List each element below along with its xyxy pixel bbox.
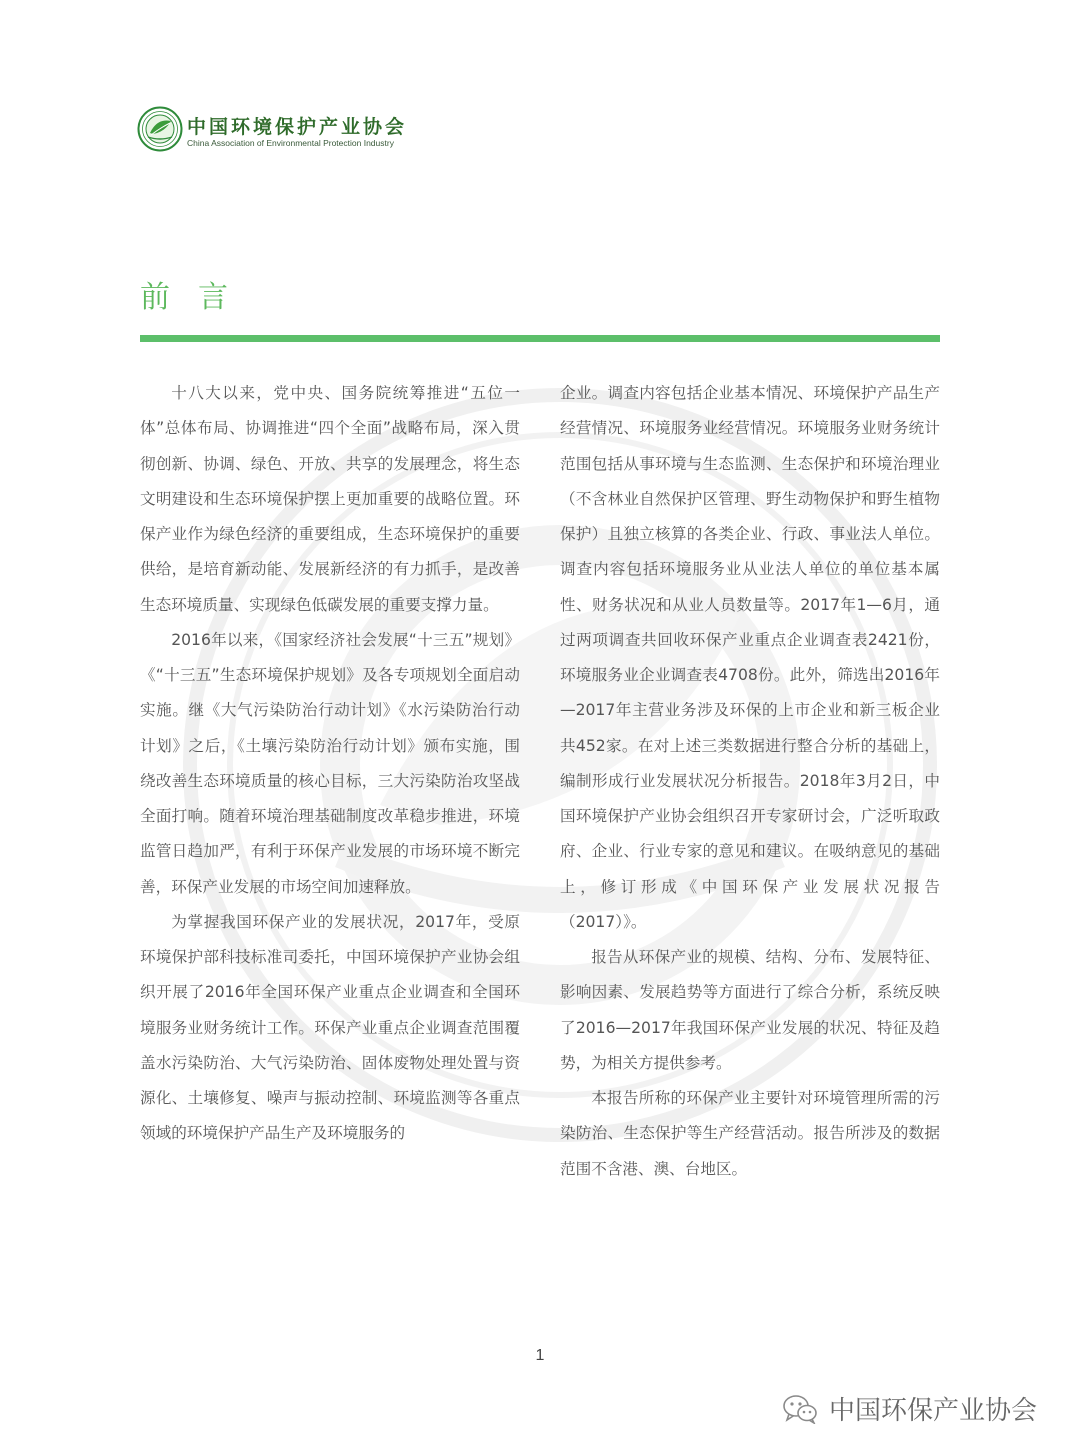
paragraph: 企业。调查内容包括企业基本情况、环境保护产品生产经营情况、环境服务业经营情况。环境服务业财务统计范围包括从事环境与生态监测、生态保护和环境治理业（不含林业自然保护区管理、野生动物保护和野生植物保护）且独立核算的各类企业、行政、事业法人单位。调查内容包括环境服务业从业法人单位的单位基本属性、财务状况和从业人员数量等。2017年1—6月，通过两项调查共回收环保产业重点企业调查表2421份，环境服务业企业调查表4708份。此外，筛选出2016年—2017年主营业务涉及环保的上市企业和新三板企业共452家。在对上述三类数据进行整合分析的基础上，编制形成行业发展状况分析报告。2018年3月2日，中国环境保护产业协会组织召开专家研讨会，广泛听取政府、企业、行业专家的意见和建议。在吸纳意见的基础上，修订形成《中国环保产业发展状况报告（2017）》。 [560,384,940,931]
org-name-cn: 中国环境保护产业协会 [187,116,408,138]
paragraph: 十八大以来，党中央、国务院统筹推进“五位一体”总体布局、协调推进“四个全面”战略布局，深入贯彻创新、协调、绿色、开放、共享的发展理念，将生态文明建设和生态环境保护摆上更加重要的战略位置。环保产业作为绿色经济的重要组成，生态环境保护的重要供给，是培育新动能、发展新经济的有力抓手，是改善生态环境质量、实现绿色低碳发展的重要支撑力量。 [140,384,520,614]
paragraph: 报告从环保产业的规模、结构、分布、发展特征、影响因素、发展趋势等方面进行了综合分析，系统反映了2016—2017年我国环保产业发展的状况、特征及趋势，为相关方提供参考。 [560,948,940,1072]
title-divider [140,335,940,342]
paragraph: 本报告所称的环保产业主要针对环境管理所需的污染防治、生态保护等生产经营活动。报告所涉及的数据范围不含港、澳、台地区。 [560,1089,940,1178]
wechat-account-name: 中国环保产业协会 [829,1396,1038,1426]
body-column-right [560,376,940,1187]
page-title: 前言 [140,280,256,315]
org-name-en: China Association of Environmental Protection Industry [187,138,394,148]
page-number: 1 [535,1347,545,1364]
body-column-left [140,376,520,1152]
leaf-globe-logo-icon [137,106,183,152]
paragraph: 为掌握我国环保产业的发展状况，2017年，受原环境保护部科技标准司委托，中国环境保护产业协会组织开展了2016年全国环保产业重点企业调查和全国环境服务业财务统计工作。环保产业重点企业调查范围覆盖水污染防治、大气污染防治、固体废物处理处置与资源化、土壤修复、噪声与振动控制、环境监测等各重点领域的环境保护产品生产及环境服务的 [140,912,520,1143]
paragraph: 2016年以来，《国家经济社会发展“十三五”规划》《“十三五”生态环境保护规划》及各专项规划全面启动实施。继《大气污染防治行动计划》《水污染防治行动计划》之后，《土壤污染防治行动计划》颁布实施，围绕改善生态环境质量的核心目标，三大污染防治攻坚战全面打响。随着环境治理基础制度改革稳步推进，环境监管日趋加严，有利于环保产业发展的市场环境不断完善，环保产业发展的市场空间加速释放。 [140,630,520,896]
wechat-icon [783,1394,817,1424]
